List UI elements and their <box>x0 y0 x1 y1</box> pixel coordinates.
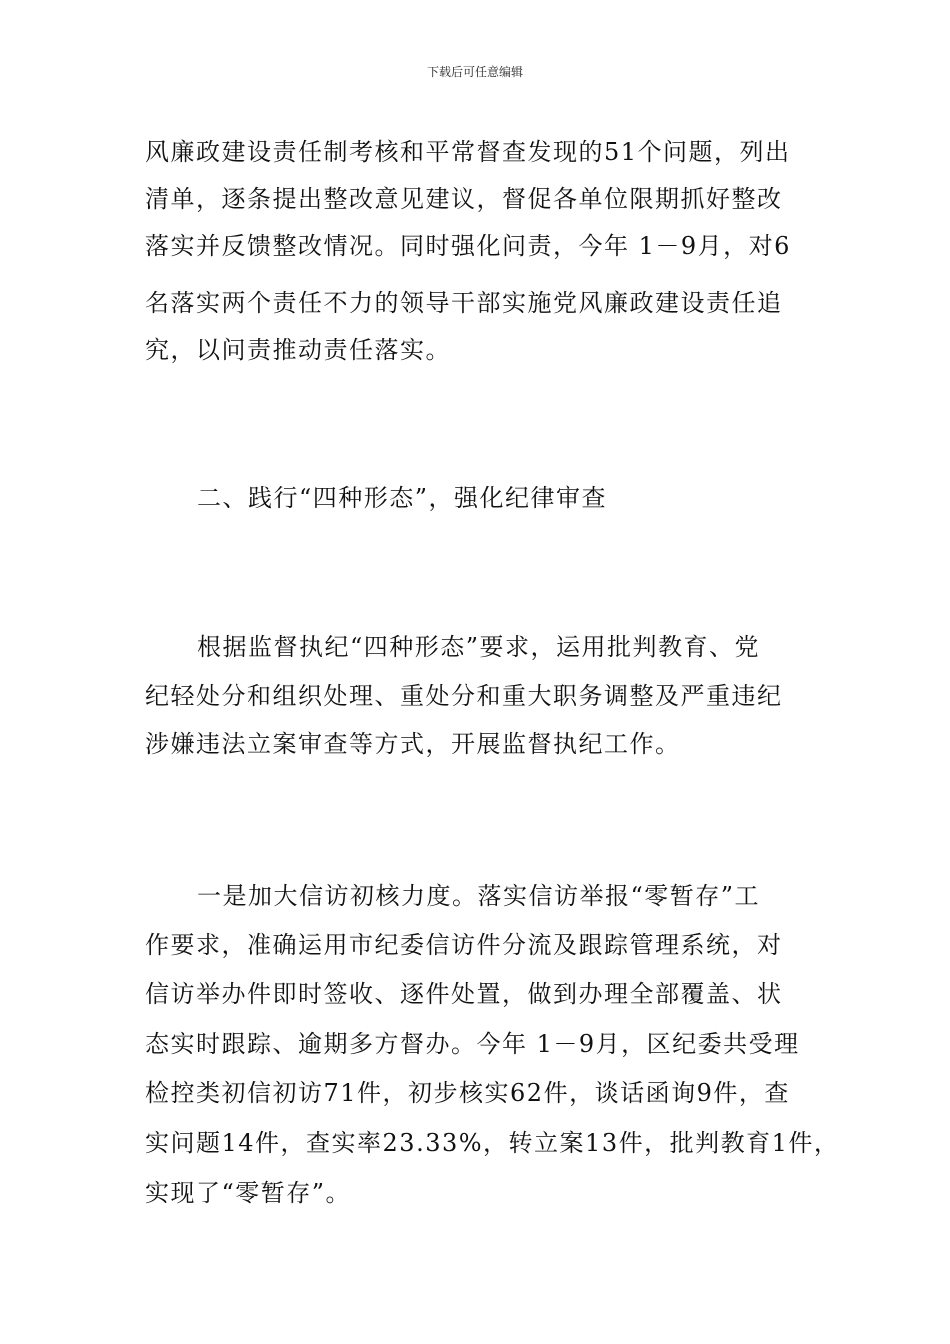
paragraph-line: 检控类初信初访71件，初步核实62件，谈话函询9件，查 <box>145 1079 790 1107</box>
paragraph-line: 信访举办件即时签收、逐件处置，做到办理全部覆盖、状 <box>145 980 783 1008</box>
paragraph-line: 名落实两个责任不力的领导干部实施党风廉政建设责任追 <box>145 289 783 317</box>
paragraph-line: 纪轻处分和组织处理、重处分和重大职务调整及严重违纪 <box>145 682 783 710</box>
paragraph-line: 实问题14件，查实率23.33%，转立案13件，批判教育1件， <box>145 1129 840 1157</box>
paragraph-line: 一是加大信访初核力度。落实信访举报“零暂存”工 <box>197 882 761 910</box>
paragraph-line: 根据监督执纪“四种形态”要求，运用批判教育、党 <box>197 633 761 661</box>
paragraph-line: 实现了“零暂存”。 <box>145 1179 352 1207</box>
paragraph-line: 究，以问责推动责任落实。 <box>145 336 451 364</box>
paragraph-line: 风廉政建设责任制考核和平常督查发现的51个问题，列出 <box>145 138 791 166</box>
page-header: 下载后可任意编辑 <box>426 65 523 79</box>
paragraph-line: 清单，逐条提出整改意见建议，督促各单位限期抓好整改 <box>145 185 783 213</box>
paragraph-line: 作要求，准确运用市纪委信访件分流及跟踪管理系统，对 <box>145 931 783 959</box>
paragraph-line: 涉嫌违法立案审查等方式，开展监督执纪工作。 <box>145 730 681 758</box>
paragraph-line: 态实时跟踪、逾期多方督办。今年 1－9月，区纪委共受理 <box>145 1030 800 1058</box>
paragraph-line: 落实并反馈整改情况。同时强化问责，今年 1－9月，对6 <box>145 232 791 260</box>
section-heading: 二、践行“四种形态”，强化纪律审查 <box>197 484 608 512</box>
